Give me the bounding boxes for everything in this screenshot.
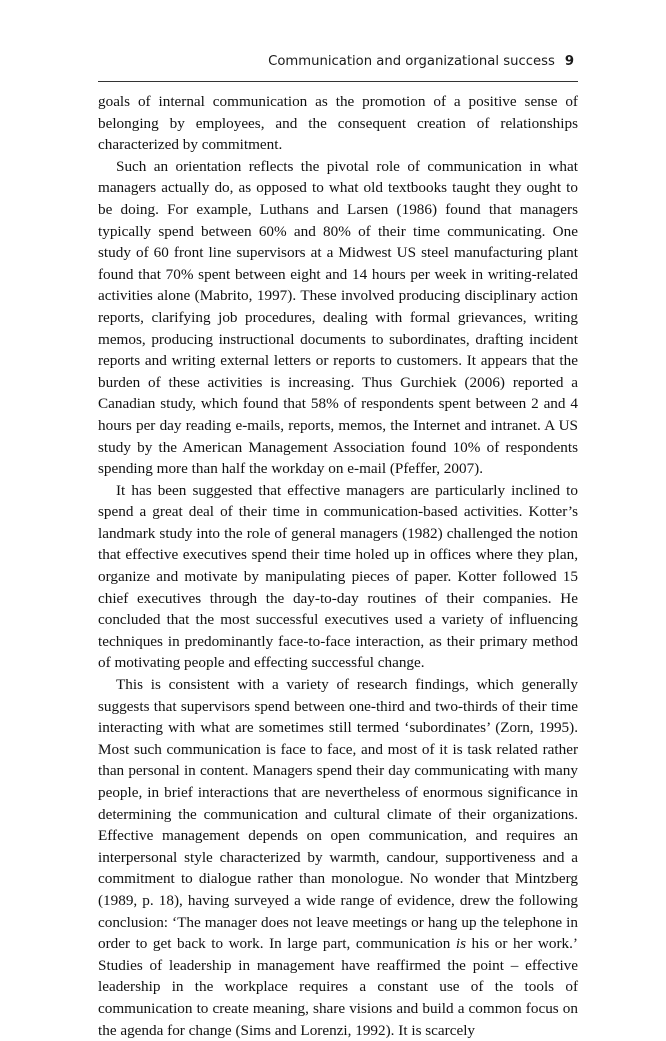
paragraph-4-part-2: his or her work.’ Studies of leadership in management have reaffirmed the point – effective leadership in the workplace requires a constant use of the tools of communication to create meaning, share visions and build a common focus on the agenda for change (Sims and Lorenzi, 1992). It is scarcely bbox=[98, 935, 578, 1039]
running-head-title: Communication and organizational success bbox=[268, 54, 555, 69]
paragraph-3: It has been suggested that effective managers are particularly inclined to spend a great deal of their time in communication-based activities. Kotter’s landmark study into the role of general managers (1982) challenged the notion that effective executives spend their time holed up in offices where they plan, organize and motivate by manipulating pieces of paper. Kotter followed 15 chief executives through the day-to-day routines of their companies. He concluded that the most successful executives used a variety of influencing techniques in predominantly face-to-face interaction, as their primary method of motivating people and effecting successful change. bbox=[98, 481, 578, 672]
paragraph-2: Such an orientation reflects the pivotal role of communication in what managers actually do, as opposed to what old textbooks taught they ought to be doing. For example, Luthans and Larsen (1986) found that managers typically spend between 60% and 80% of their time communicating. One study of 60 front line supervisors at a Midwest US steel manufacturing plant found that 70% spent between eight and 14 hours per week in writing-related activities alone (Mabrito, 1997). These involved producing disciplinary action reports, clarifying job procedures, dealing with formal grievances, writing memos, producing instructional documents to subordinates, drafting incident reports and writing external letters or reports to customers. It appears that the burden of these activities is increasing. Thus Gurchiek (2006) reported a Canadian study, which found that 58% of respondents spent between 2 and 4 hours per day reading e-mails, reports, memos, the Internet and intranet. A US study by the American Management Association found 10% of respondents spending more than half the workday on e-mail (Pfeffer, 2007). bbox=[98, 157, 578, 478]
running-head bbox=[98, 52, 578, 82]
body-text bbox=[98, 91, 578, 1041]
paragraph-1: goals of internal communication as the promotion of a positive sense of belonging by employees, and the consequent creation of relationships characterized by commitment. bbox=[98, 93, 578, 154]
paragraph-4-italic: is bbox=[455, 935, 467, 953]
paragraph-4-part-1: This is consistent with a variety of research findings, which generally suggests that supervisors spend between one-third and two-thirds of their time interacting with what are sometimes still termed ‘subordinates’ (Zorn, 1995). Most such communication is face to face, and most of it is task related rather than personal in content. Managers spend their day communicating with many people, in brief interactions that are nevertheless of enormous significance in determining the communication and cultural climate of their organizations. Effective management depends on open communication, and requires an interpersonal style characterized by warmth, candour, supportiveness and a commitment to dialogue rather than monologue. No wonder that Mintzberg (1989, p. 18), having surveyed a wide range of evidence, drew the following conclusion: ‘The manager does not leave meetings or hang up the telephone in order to get back to work. In large part, communication bbox=[98, 676, 578, 953]
paragraph-4 bbox=[98, 674, 578, 1041]
page-number: 9 bbox=[564, 54, 574, 69]
